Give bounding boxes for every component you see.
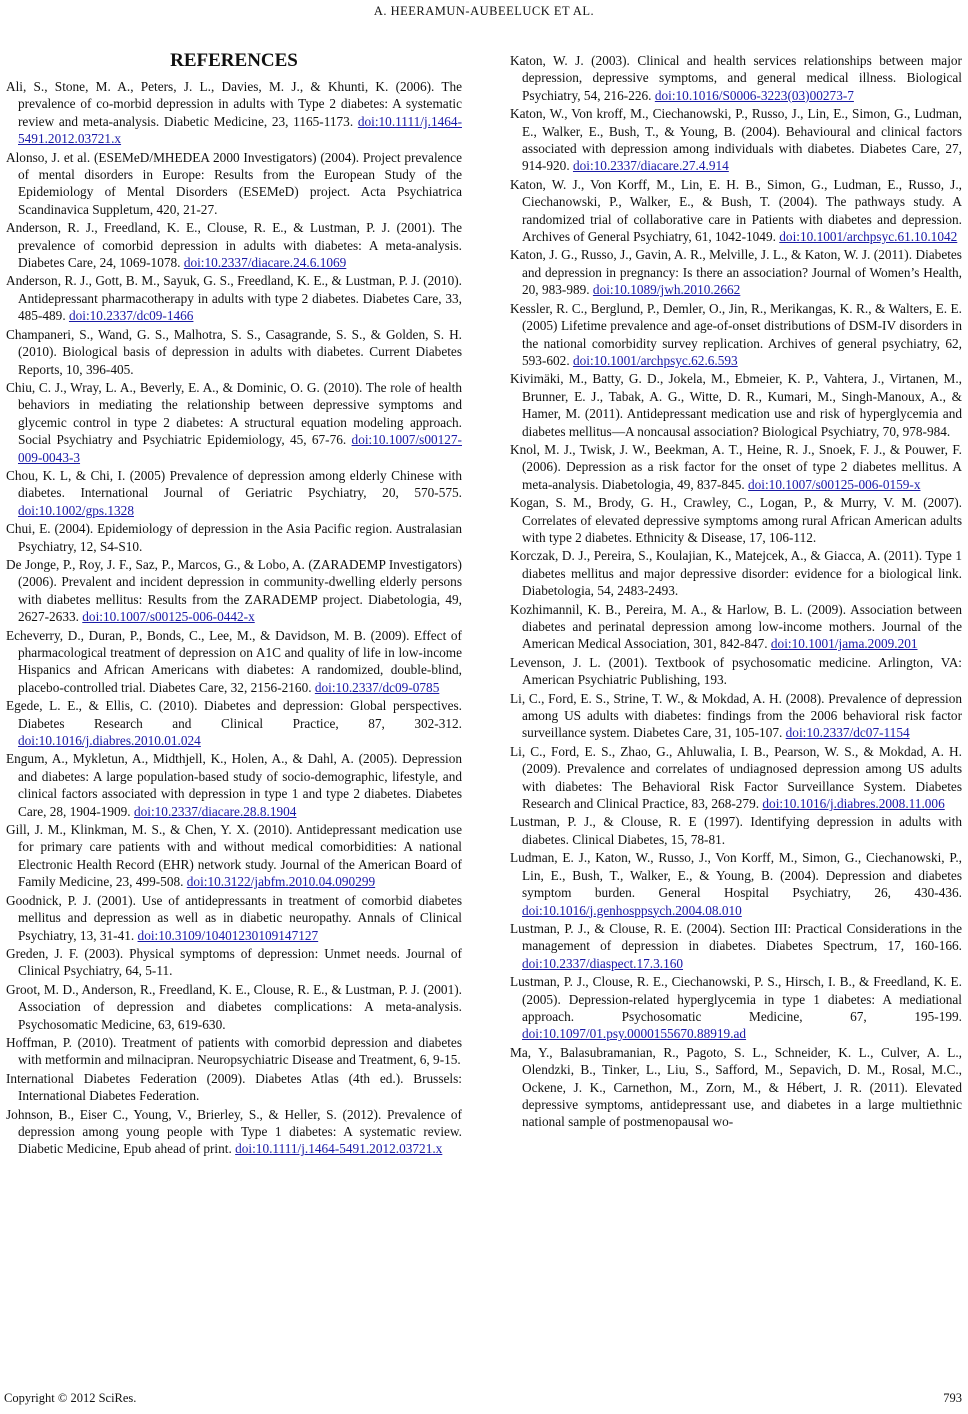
reference-entry [6,1034,462,1069]
reference-entry [6,219,462,271]
reference-text: Lustman, P. J., & Clouse, R. E (1997). Identifying depression in adults with diabetes. Clinical Diabetes, 15, 78-81. [510,814,962,847]
doi-link[interactable]: doi:10.1007/s00125-006-0159-x [748,476,921,492]
doi-link[interactable]: doi:10.2337/dc07-1154 [785,725,910,741]
doi-link[interactable]: doi:10.1016/S0006-3223(03)00273-7 [654,87,854,103]
doi-link[interactable]: doi:10.1089/jwh.2010.2662 [592,282,741,298]
reference-text: Chiu, C. J., Wray, L. A., Beverly, E. A., & Dominic, O. G. (2010). The role of health behaviors in mediating the relationship between depressive symptoms and glycemic control in type 2 diabetes: A structural equation modeling approach. Social Psychiatry and Psychiatric Epidemiology, 45, 67-76. [6,379,462,448]
reference-entry [6,379,462,466]
reference-text: Levenson, J. L. (2001). Textbook of psychosomatic medicine. Arlington, VA: American Psychiatric Publishing, 193. [510,654,962,688]
reference-text: Ali, S., Stone, M. A., Peters, J. L., Davies, M. J., & Khunti, K. (2006). The prevalence of co-morbid depression in adults with Type 2 diabetes: A systematic review and meta-analysis. Diabetic Medicine, 23, 1165-1173. [6,79,462,129]
reference-entry [510,246,962,298]
doi-link[interactable]: doi:10.1016/j.diabres.2010.01.024 [18,733,201,749]
reference-text: Knol, M. J., Twisk, J. W., Beekman, A. T., Heine, R. J., Snoek, F. J., & Pouwer, F. (2006). Depression as a risk factor for the onset of type 2 diabetes mellitus. A meta-analysis. Diabetologia, 49, 837-845. [510,441,962,492]
reference-text: Groot, M. D., Anderson, R., Freedland, K. E., Clouse, R. E., & Lustman, P. J. (2001). Association of depression and diabetes complications: A meta-analysis. Psychosomatic Medicine, 63, 619-630. [6,981,462,1032]
reference-text: Chui, E. (2004). Epidemiology of depression in the Asia Pacific region. Australasian Psychiatry, 12, S4-S10. [6,521,462,554]
reference-entry [510,441,962,493]
reference-entry [510,743,962,813]
reference-text: Goodnick, P. J. (2001). Use of antidepressants in treatment of comorbid diabetes mellitus and depression as well as in diabetic neuropathy. Annals of Clinical Psychiatry, 13, 31-41. [6,892,462,943]
copyright-footer: Copyright © 2012 SciRes. [4,1391,137,1405]
doi-link[interactable]: doi:10.2337/dc09-1466 [68,308,194,324]
reference-text: Katon, W. J. (2003). Clinical and health services relationships between major depression, depressive symptoms, and general medical illness. Biological Psychiatry, 54, 216-226. [510,53,962,103]
reference-entry [6,520,462,555]
doi-link[interactable]: doi:10.1001/archpsyc.61.10.1042 [779,229,958,245]
doi-link[interactable]: doi:10.1016/j.diabres.2008.11.006 [762,796,945,812]
reference-entry [6,1070,462,1105]
doi-link[interactable]: doi:10.1001/archpsyc.62.6.593 [572,352,738,368]
doi-link[interactable]: doi:10.2337/dc09-0785 [314,679,440,695]
doi-link[interactable]: doi:10.1111/j.1464-5491.2012.03721.x [18,113,462,147]
doi-link[interactable]: doi:10.1001/jama.2009.201 [770,636,918,652]
reference-entry [510,547,962,599]
doi-link[interactable]: doi:10.2337/diaspect.17.3.160 [522,955,684,971]
reference-entry [6,750,462,820]
reference-text: Anderson, R. J., Gott, B. M., Sayuk, G. S., Freedland, K. E., & Lustman, P. J. (2010). Antidepressant pharmacotherapy in adults with type 2 diabetes. Diabetes Care, 33, 485-489. [6,273,462,324]
reference-text: Engum, A., Mykletun, A., Midthjell, K., Holen, A., & Dahl, A. (2005). Depression and diabetes: A large population-based study of socio-demographic, lifestyle, and clinical factors associated with depression in type 1 and type 2 diabetes. Diabetes Care, 28, 1904-1909. [6,751,462,819]
doi-link[interactable]: doi:10.1002/gps.1328 [18,502,134,518]
reference-text: Kozhimannil, K. B., Pereira, M. A., & Harlow, B. L. (2009). Association between diabetes and perinatal depression among low-income mothers. Journal of the American Medical Association, 301, 842-847. [510,601,962,652]
reference-text: Champaneri, S., Wand, G. S., Malhotra, S. S., Casagrande, S. S., & Golden, S. H. (2010). Biological basis of depression in adults with diabetes. Current Diabetes Reports, 10, 396-405. [6,326,462,377]
reference-text: Katon, J. G., Russo, J., Gavin, A. R., Melville, J. L., & Katon, W. J. (2011). Diabetes and depression in pregnancy: Is there an association? Journal of Women’s Health, 20, 983-989. [510,247,962,298]
reference-text: Kogan, S. M., Brody, G. H., Crawley, C., Logan, P., & Murry, V. M. (2007). Correlates of elevated depressive symptoms among rural African American adults with type 2 diabetes. Ethnicity & Disease, 17, 106-112. [510,495,962,545]
reference-entry [510,973,962,1043]
reference-entry [6,697,462,749]
reference-text: Alonso, J. et al. (ESEMeD/MHEDEA 2000 Investigators) (2004). Project prevalence of mental disorders in Europe: Results from the European Study of the Epidemiology of Mental Disorders (ESEMeD) project. Acta Psychiatrica Scandinavica Suppletum, 420, 21-27. [6,149,462,217]
reference-entry [6,149,462,219]
reference-entry [510,601,962,653]
reference-text: International Diabetes Federation (2009). Diabetes Atlas (4th ed.). Brussels: International Diabetes Federation. [6,1070,462,1104]
reference-text: Kessler, R. C., Berglund, P., Demler, O., Jin, R., Merikangas, K. R., & Walters, E. E. (2005) Lifetime prevalence and age-of-onset distributions of DSM-IV disorders in the national comorbidity survey replication. Archives of general psychiatry, 62, 593-602. [510,300,962,368]
reference-entry [510,52,962,104]
section-title: REFERENCES [170,50,298,71]
reference-text: Chou, K. L, & Chi, I. (2005) Prevalence of depression among elderly Chinese with diabetes. International Journal of Geriatric Psychiatry, 20, 570-575. [6,467,462,501]
reference-text: Hoffman, P. (2010). Treatment of patients with comorbid depression and diabetes with metformin and milnacipran. Neuropsychiatric Disease and Treatment, 6, 9-15. [6,1034,462,1068]
reference-text: Egede, L. E., & Ellis, C. (2010). Diabetes and depression: Global perspectives. Diabetes Research and Clinical Practice, 87, 302-312. [6,698,462,731]
doi-link[interactable]: doi:10.1016/j.genhosppsych.2004.08.010 [522,902,742,918]
reference-entry [6,627,462,697]
reference-entry [6,1106,462,1158]
page-number: 793 [943,1391,962,1405]
reference-entry [510,176,962,246]
running-header: A. HEERAMUN-AUBEELUCK ET AL. [373,4,595,18]
reference-entry [510,690,962,742]
reference-text: Lustman, P. J., Clouse, R. E., Ciechanowski, P. S., Hirsch, I. B., & Freedland, K. E. (2005). Depression-related hyperglycemia in type 1 diabetes: A mediational approach. Psychosomatic Medicine, 67, 195-199. [510,974,962,1024]
reference-text: Kivimäki, M., Batty, G. D., Jokela, M., Ebmeier, K. P., Vahtera, J., Virtanen, M., Brunner, E. J., Tabak, A. G., Witte, D. R., Kumari, M., Singh-Manoux, A., & Hamer, M. (2011). Antidepressant medication use and risk of hyperglycemia and diabetes mellitus—A noncausal association? Biological Psychiatry, 70, 978-984. [510,371,962,439]
reference-entry [510,849,962,919]
reference-entry [510,300,962,370]
doi-link[interactable]: doi:10.1097/01.psy.0000155670.88919.ad [522,1026,747,1042]
reference-entry [510,813,962,848]
doi-link[interactable]: doi:10.2337/diacare.27.4.914 [572,158,729,174]
reference-entry [6,272,462,324]
reference-text: Gill, J. M., Klinkman, M. S., & Chen, Y. X. (2010). Antidepressant medication use for primary care patients with and without medical comorbidities: A national Electronic Health Record (EHR) network study. Journal of the American Board of Family Medicine, 23, 499-508. [6,822,462,890]
reference-text: Li, C., Ford, E. S., Zhao, G., Ahluwalia, I. B., Pearson, W. S., & Mokdad, A. H. (2009). Prevalence and correlates of undiagnosed depression among US adults with diabetes: The Behavioral Risk Factor Surveillance System. Diabetes Research and Clinical Practice, 83, 268-279. [510,743,962,812]
reference-text: De Jonge, P., Roy, J. F., Saz, P., Marcos, G., & Lobo, A. (ZARADEMP Investigators) (2006). Prevalent and incident depression in community-dwelling elderly persons with diabetes mellitus: Results from the ZARADEMP project. Diabetologia, 49, 2627-2633. [6,556,462,625]
doi-link[interactable]: doi:10.2337/diacare.28.8.1904 [133,803,297,819]
reference-list-right [510,52,962,1131]
reference-text: Korczak, D. J., Pereira, S., Koulajian, K., Matejcek, A., & Giacca, A. (2011). Type 1 diabetes mellitus and major depressive disorder: evidence for a biological link. Diabetologia, 54, 2483-2493. [510,548,962,599]
reference-entry [6,945,462,980]
reference-text: Ludman, E. J., Katon, W., Russo, J., Von Korff, M., Simon, G., Ciechanowski, P., Lin, E., Bush, T., Walker, E., & Young, B. (2004). Depression and diabetes symptom burden. General Hospital Psychiatry, 26, 430-436. [510,850,962,901]
left-column [6,50,462,1159]
reference-text: Lustman, P. J., & Clouse, R. E. (2004). Section III: Practical Considerations in the management of depression in diabetes. Diabetes Spectrum, 17, 160-166. [510,920,962,954]
reference-entry [510,1044,962,1131]
doi-link[interactable]: doi:10.2337/diacare.24.6.1069 [183,255,347,271]
reference-entry [6,78,462,148]
reference-text: Echeverry, D., Duran, P., Bonds, C., Lee, M., & Davidson, M. B. (2009). Effect of pharmacological treatment of depression on A1C and quality of life in low-income Hispanics and African Americans with diabetes: A randomized, double-blind, placebo-controlled trial. Diabetes Care, 32, 2156-2160. [6,627,462,695]
reference-entry [6,326,462,378]
doi-link[interactable]: doi:10.3109/10401230109147127 [137,927,319,943]
reference-entry [6,556,462,626]
reference-text: Katon, W., Von kroff, M., Ciechanowski, P., Russo, J., Lin, E., Simon, G., Ludman, E., Walker, E., Bush, T., & Young, B. (2004). Behavioural and clinical factors associated with depression among individuals with diabetes. Diabetes Care, 27, 914-920. [510,106,962,174]
reference-entry [6,821,462,891]
reference-entry [510,494,962,546]
reference-entry [510,105,962,175]
reference-entry [6,981,462,1033]
reference-entry [510,654,962,689]
reference-text: Ma, Y., Balasubramanian, R., Pagoto, S. L., Schneider, K. L., Culver, A. L., Olendzki, B., Tinker, L., Liu, S., Safford, M., Sepavich, D. M., Rosal, M.C., Ockene, J. K., Carnethon, M., Zorn, M., & Hébert, J. R. (2011). Elevated depressive symptoms, antidepressant use, and diabetes in a large multiethnic national sample of postmenopausal wo- [510,1044,962,1130]
reference-text: Li, C., Ford, E. S., Strine, T. W., & Mokdad, A. H. (2008). Prevalence of depression among US adults with diabetes: findings from the 2006 behavioral risk factor surveillance system. Diabetes Care, 31, 105-107. [510,690,962,741]
reference-text: Greden, J. F. (2003). Physical symptoms of depression: Unmet needs. Journal of Clinical Psychiatry, 64, 5-11. [6,945,462,979]
reference-entry [510,920,962,972]
reference-text: Katon, W. J., Von Korff, M., Lin, E. H. B., Simon, G., Ludman, E., Russo, J., Ciechanowski, P., Walker, E., & Bush, T. (2004). The pathways study. A randomized trial of collaborative care in Patients with diabetes and depression. Archives of General Psychiatry, 61, 1042-1049. [510,176,962,245]
doi-link[interactable]: doi:10.1007/s00127-009-0043-3 [18,432,462,465]
reference-entry [6,467,462,519]
doi-link[interactable]: doi:10.1111/j.1464-5491.2012.03721.x [235,1141,443,1157]
reference-entry [510,370,962,440]
reference-entry [6,892,462,944]
doi-link[interactable]: doi:10.3122/jabfm.2010.04.090299 [186,874,376,890]
doi-link[interactable]: doi:10.1007/s00125-006-0442-x [82,609,255,625]
reference-text: Anderson, R. J., Freedland, K. E., Clouse, R. E., & Lustman, P. J. (2001). The prevalence of comorbid depression in adults with diabetes: A meta-analysis. Diabetes Care, 24, 1069-1078. [6,220,462,271]
right-column [510,52,962,1132]
reference-text: Johnson, B., Eiser C., Young, V., Brierley, S., & Heller, S. (2012). Prevalence of depression among young people with Type 1 diabetes: A systematic review. Diabetic Medicine, Epub ahead of print. [6,1106,462,1157]
reference-list-left [6,78,462,1158]
